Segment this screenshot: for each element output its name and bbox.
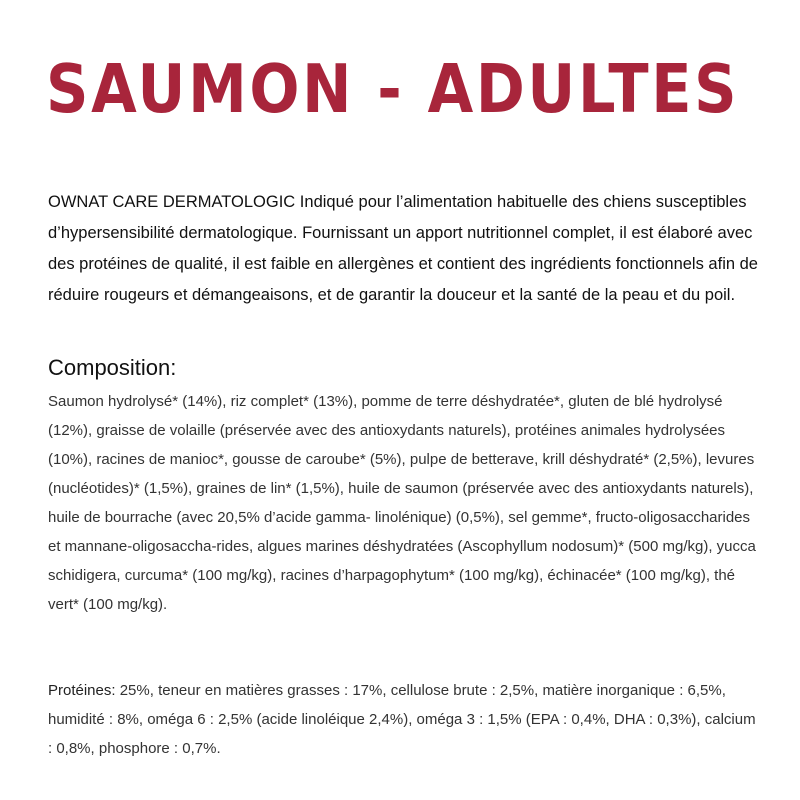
composition-heading: Composition: <box>48 355 177 380</box>
composition-text: Saumon hydrolysé* (14%), riz complet* (13%), pomme de terre déshydratée*, gluten de blé hydrolysé (12%), graisse de volaille (préservée avec des antioxydants naturels), protéines animales hydrolysées (10%), racines de manioc*, gousse de caroube* (5%), pulpe de betterave, krill déshydraté* (2,5%), levures (nucléotides)* (1,5%), graines de lin* (1,5%), huile de saumon (préservée avec des antioxydants naturels), huile de bourrache (avec 20,5% d’acide gamma- linolénique) (0,5%), sel gemme*, fructo-oligosaccharides et mannane-oligosaccha-rides, algues marines déshydratées (Ascophyllum nodosum)* (500 mg/kg), yucca schidigera, curcuma* (100 mg/kg), racines d’harpagophytum* (100 mg/kg), échinacée* (100 mg/kg), thé vert* (100 mg/kg). <box>48 393 756 613</box>
page-title: SAUMON - ADULTES <box>46 50 740 128</box>
analytical-text: 25%, teneur en matières grasses : 17%, cellulose brute : 2,5%, matière inorganique : 6,5%, humidité : 8%, oméga 6 : 2,5% (acide linoléique 2,4%), oméga 3 : 1,5% (EPA : 0,4%, DHA : 0,3%), calcium : 0,8%, phosphore : 0,7%. <box>48 682 756 757</box>
product-description: OWNAT CARE DERMATOLOGIC Indiqué pour l’alimentation habituelle des chiens susceptibles d’hypersensibilité dermatologique. Fournissant un apport nutritionnel complet, il est élaboré avec des protéines de qualité, il est faible en allergènes et contient des ingrédients fonctionnels afin de réduire rougeurs et démangeaisons, et de garantir la douceur et la santé de la peau et du poil. <box>48 193 758 304</box>
proteins-label: Protéines: <box>48 682 116 699</box>
analytical-constituents <box>48 676 762 763</box>
